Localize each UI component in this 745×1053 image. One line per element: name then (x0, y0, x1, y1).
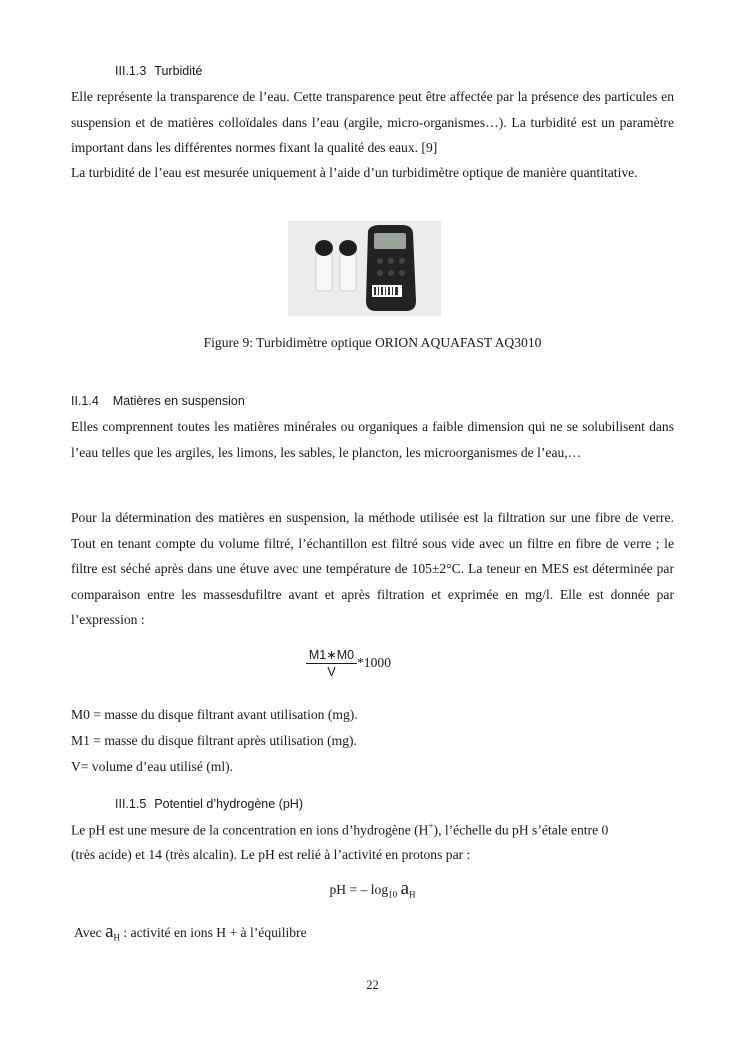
activity-symbol: a (105, 921, 114, 942)
paragraph-turbidite-definition: Elle représente la transparence de l’eau. Cette transparence peut être affectée par la présence des particules en suspension et de matières colloïdales dans l’eau (argile, micro-organismes…). La turbidité est un paramètre important dans les différentes normes fixant la qualité des eaux. [9] (71, 89, 674, 155)
activity-subscript: H (409, 889, 416, 900)
definition-m1: M1 = masse du disque filtrant après utilisation (mg). (71, 733, 357, 748)
formula-denominator: V (327, 665, 336, 679)
section-heading-mes (71, 394, 245, 408)
section-number: III.1.5 (115, 797, 147, 811)
ph-text: Le pH est une mesure de la concentration en ions d’hydrogène (H (71, 822, 429, 838)
ph-definition-line-2: (très acide) et 14 (très alcalin). Le pH est relié à l’activité en protons par : (71, 847, 471, 862)
figure-caption: Figure 9: Turbidimètre optique ORION AQUAFAST AQ3010 (203, 335, 542, 350)
section-number: III.1.3 (115, 64, 147, 78)
paragraph-mes-method: Pour la détermination des matières en suspension, la méthode utilisée est la filtration sur une fibre de verre. Tout en tenant compte du volume filtré, l’échantillon est filtré sous vide avec un filtre en fibre de verre ; le filtre est séché après dans une étuve avec une température de 105±2°C. La teneur en MES est déterminée par comparaison entre les massesdufiltre avant et après filtration et exprimée en mg/l. Elle est donnée par l’expression : (71, 510, 674, 627)
formula-factor: *1000 (357, 655, 391, 670)
turbidimeter-illustration (288, 221, 441, 316)
ph-text: ), l’échelle du pH s’étale entre 0 (433, 822, 609, 838)
section-heading-ph (115, 797, 303, 811)
paragraph-turbidite-measure: La turbidité de l’eau est mesurée uniquement à l’aide d’un turbidimètre optique de manière quantitative. (71, 165, 638, 180)
paragraph-mes-definition: Elles comprennent toutes les matières minérales ou organiques a faible dimension qui ne se solubilisent dans l’eau telles que les argiles, les limons, les sables, le plancton, les microorganismes de l’eau,… (71, 419, 674, 460)
section-title: Matières en suspension (112, 394, 245, 408)
ph-definition-line-1 (71, 821, 608, 839)
mes-formula (306, 647, 391, 679)
section-number: II.1.4 (71, 394, 99, 408)
definition-v: V= volume d’eau utilisé (ml). (71, 759, 234, 774)
ph-superscript: + (428, 821, 434, 831)
note-text: : activité en ions H + à l’équilibre (120, 925, 307, 940)
turbidimeter-photo (288, 221, 441, 316)
ph-formula (0, 878, 745, 900)
activity-symbol: a (400, 878, 409, 899)
formula-prefix: pH = – log (329, 882, 389, 897)
definition-m0: M0 = masse du disque filtrant avant utilisation (mg). (71, 707, 358, 722)
section-heading-turbidite (115, 64, 202, 78)
formula-numerator: M1∗M0 (308, 648, 355, 662)
page-number: 22 (366, 978, 379, 992)
section-title: Potentiel d’hydrogène (pH) (154, 797, 303, 811)
note-prefix: Avec (74, 925, 102, 940)
activity-subscript: H (113, 932, 121, 943)
activity-note (74, 921, 307, 943)
log-base: 10 (388, 889, 398, 900)
section-title: Turbidité (154, 64, 203, 78)
